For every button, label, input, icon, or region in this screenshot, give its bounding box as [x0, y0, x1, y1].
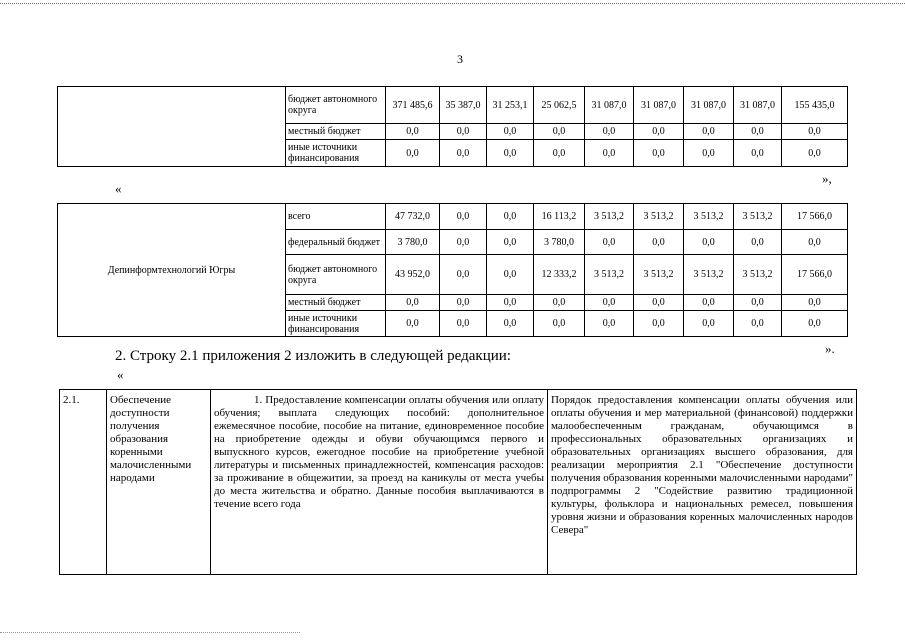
program-cell: Депинформтехнологий Югры [58, 204, 286, 337]
funding-value: 0,0 [684, 295, 734, 311]
funding-value: 0,0 [487, 295, 534, 311]
funding-value: 0,0 [634, 311, 684, 337]
funding-value: 0,0 [782, 311, 848, 337]
funding-value: 0,0 [440, 230, 487, 255]
funding-value: 16 113,2 [534, 204, 585, 230]
funding-value: 0,0 [734, 140, 782, 167]
funding-value: 0,0 [386, 140, 440, 167]
funding-value: 0,0 [634, 140, 684, 167]
funding-value: 3 513,2 [734, 255, 782, 295]
funding-value: 0,0 [440, 204, 487, 230]
funding-value: 17 566,0 [782, 255, 848, 295]
measure-number: 2.1. [60, 390, 107, 575]
funding-source: федеральный бюджет [286, 230, 386, 255]
funding-value: 0,0 [487, 255, 534, 295]
page-number: 3 [457, 52, 463, 66]
funding-value: 0,0 [534, 140, 585, 167]
funding-source: иные источники финансирования [286, 311, 386, 337]
funding-value: 3 513,2 [585, 255, 634, 295]
funding-value: 0,0 [634, 295, 684, 311]
funding-value: 0,0 [734, 230, 782, 255]
measure-name: Обеспечение доступности получения образования коренными малочисленными народами [107, 390, 211, 575]
funding-value: 0,0 [487, 230, 534, 255]
funding-source: местный бюджет [286, 124, 386, 140]
measure-basis: Порядок предоставления компенсации оплаты обучения или оплаты обучения и мер материальной (финансовой) поддержки малообеспеченным гражданам, обучающимся в профессиональных образовательных организациях и образовательных организациях высшего образования, для реализации мероприятия 2.1 "Обеспечение доступности получения образования коренными малочисленными народами" подпрограммы 2 "Содействие развитию традиционной культуры, фольклора и национальных ремесел, повышения уровня жизни и образования коренных малочисленных народов Севера" [548, 390, 857, 575]
funding-value: 0,0 [386, 124, 440, 140]
funding-value: 0,0 [734, 311, 782, 337]
funding-value: 0,0 [585, 230, 634, 255]
funding-value: 0,0 [782, 140, 848, 167]
funding-value: 3 513,2 [634, 204, 684, 230]
funding-value: 0,0 [386, 295, 440, 311]
funding-value: 0,0 [440, 140, 487, 167]
funding-value: 3 513,2 [734, 204, 782, 230]
scan-edge-bottom [0, 632, 300, 633]
funding-value: 0,0 [487, 311, 534, 337]
funding-value: 17 566,0 [782, 204, 848, 230]
funding-value: 0,0 [487, 124, 534, 140]
funding-value: 0,0 [684, 230, 734, 255]
opening-quote: « [117, 367, 124, 382]
funding-value: 31 087,0 [684, 87, 734, 124]
funding-value: 0,0 [487, 204, 534, 230]
funding-value: 31 253,1 [487, 87, 534, 124]
funding-value: 0,0 [734, 295, 782, 311]
funding-value: 0,0 [534, 311, 585, 337]
funding-value: 0,0 [440, 124, 487, 140]
funding-value: 43 952,0 [386, 255, 440, 295]
funding-source: всего [286, 204, 386, 230]
funding-value: 31 087,0 [634, 87, 684, 124]
funding-source: иные источники финансирования [286, 140, 386, 167]
funding-value: 31 087,0 [734, 87, 782, 124]
funding-value: 3 513,2 [585, 204, 634, 230]
section-heading: 2. Строку 2.1 приложения 2 изложить в следующей редакции: [115, 348, 511, 364]
funding-value: 0,0 [585, 140, 634, 167]
table-row [58, 204, 848, 230]
funding-value: 0,0 [782, 124, 848, 140]
funding-value: 0,0 [585, 295, 634, 311]
funding-value: 155 435,0 [782, 87, 848, 124]
funding-value: 0,0 [585, 124, 634, 140]
funding-source: бюджет автономного округа [286, 255, 386, 295]
measure-table [59, 389, 857, 575]
funding-value: 0,0 [585, 311, 634, 337]
closing-quote: », [822, 171, 832, 186]
funding-value: 0,0 [440, 295, 487, 311]
closing-quote: ». [825, 341, 835, 356]
funding-value: 3 780,0 [534, 230, 585, 255]
funding-value: 0,0 [634, 124, 684, 140]
program-cell [58, 87, 286, 167]
measure-description: 1. Предоставление компенсации оплаты обучения или оплату обучения; выплата следующих пособий: дополнительное ежемесячное пособие, пособие на питание, единовременное пособие на приобретение одежды и обуви обучающимся первого и выпускного курсов, ежегодное пособие на приобретение учебной литературы и письменных принадлежностей, компенсация расходов: за проживание в общежитии, за проезд на каникулы от места учебы до места жительства и обратно. Данные пособия выплачиваются в течение всего года [211, 390, 548, 575]
table-row [58, 87, 848, 124]
funding-value: 3 780,0 [386, 230, 440, 255]
funding-value: 31 087,0 [585, 87, 634, 124]
funding-value: 371 485,6 [386, 87, 440, 124]
funding-value: 0,0 [440, 311, 487, 337]
funding-table-depinform [57, 203, 848, 337]
funding-source: местный бюджет [286, 295, 386, 311]
funding-value: 3 513,2 [684, 204, 734, 230]
funding-value: 0,0 [534, 295, 585, 311]
funding-value: 0,0 [684, 311, 734, 337]
funding-value: 0,0 [487, 140, 534, 167]
funding-value: 3 513,2 [684, 255, 734, 295]
funding-value: 47 732,0 [386, 204, 440, 230]
funding-value: 0,0 [684, 140, 734, 167]
funding-value: 0,0 [386, 311, 440, 337]
funding-value: 0,0 [782, 295, 848, 311]
funding-table-continued [57, 86, 848, 167]
funding-value: 0,0 [440, 255, 487, 295]
funding-value: 0,0 [534, 124, 585, 140]
funding-value: 35 387,0 [440, 87, 487, 124]
funding-source: бюджет автономного округа [286, 87, 386, 124]
funding-value: 25 062,5 [534, 87, 585, 124]
funding-value: 0,0 [684, 124, 734, 140]
scan-edge-top [0, 3, 905, 4]
funding-value: 0,0 [634, 230, 684, 255]
opening-quote: « [115, 181, 122, 196]
funding-value: 0,0 [734, 124, 782, 140]
funding-value: 0,0 [782, 230, 848, 255]
funding-value: 12 333,2 [534, 255, 585, 295]
funding-value: 3 513,2 [634, 255, 684, 295]
